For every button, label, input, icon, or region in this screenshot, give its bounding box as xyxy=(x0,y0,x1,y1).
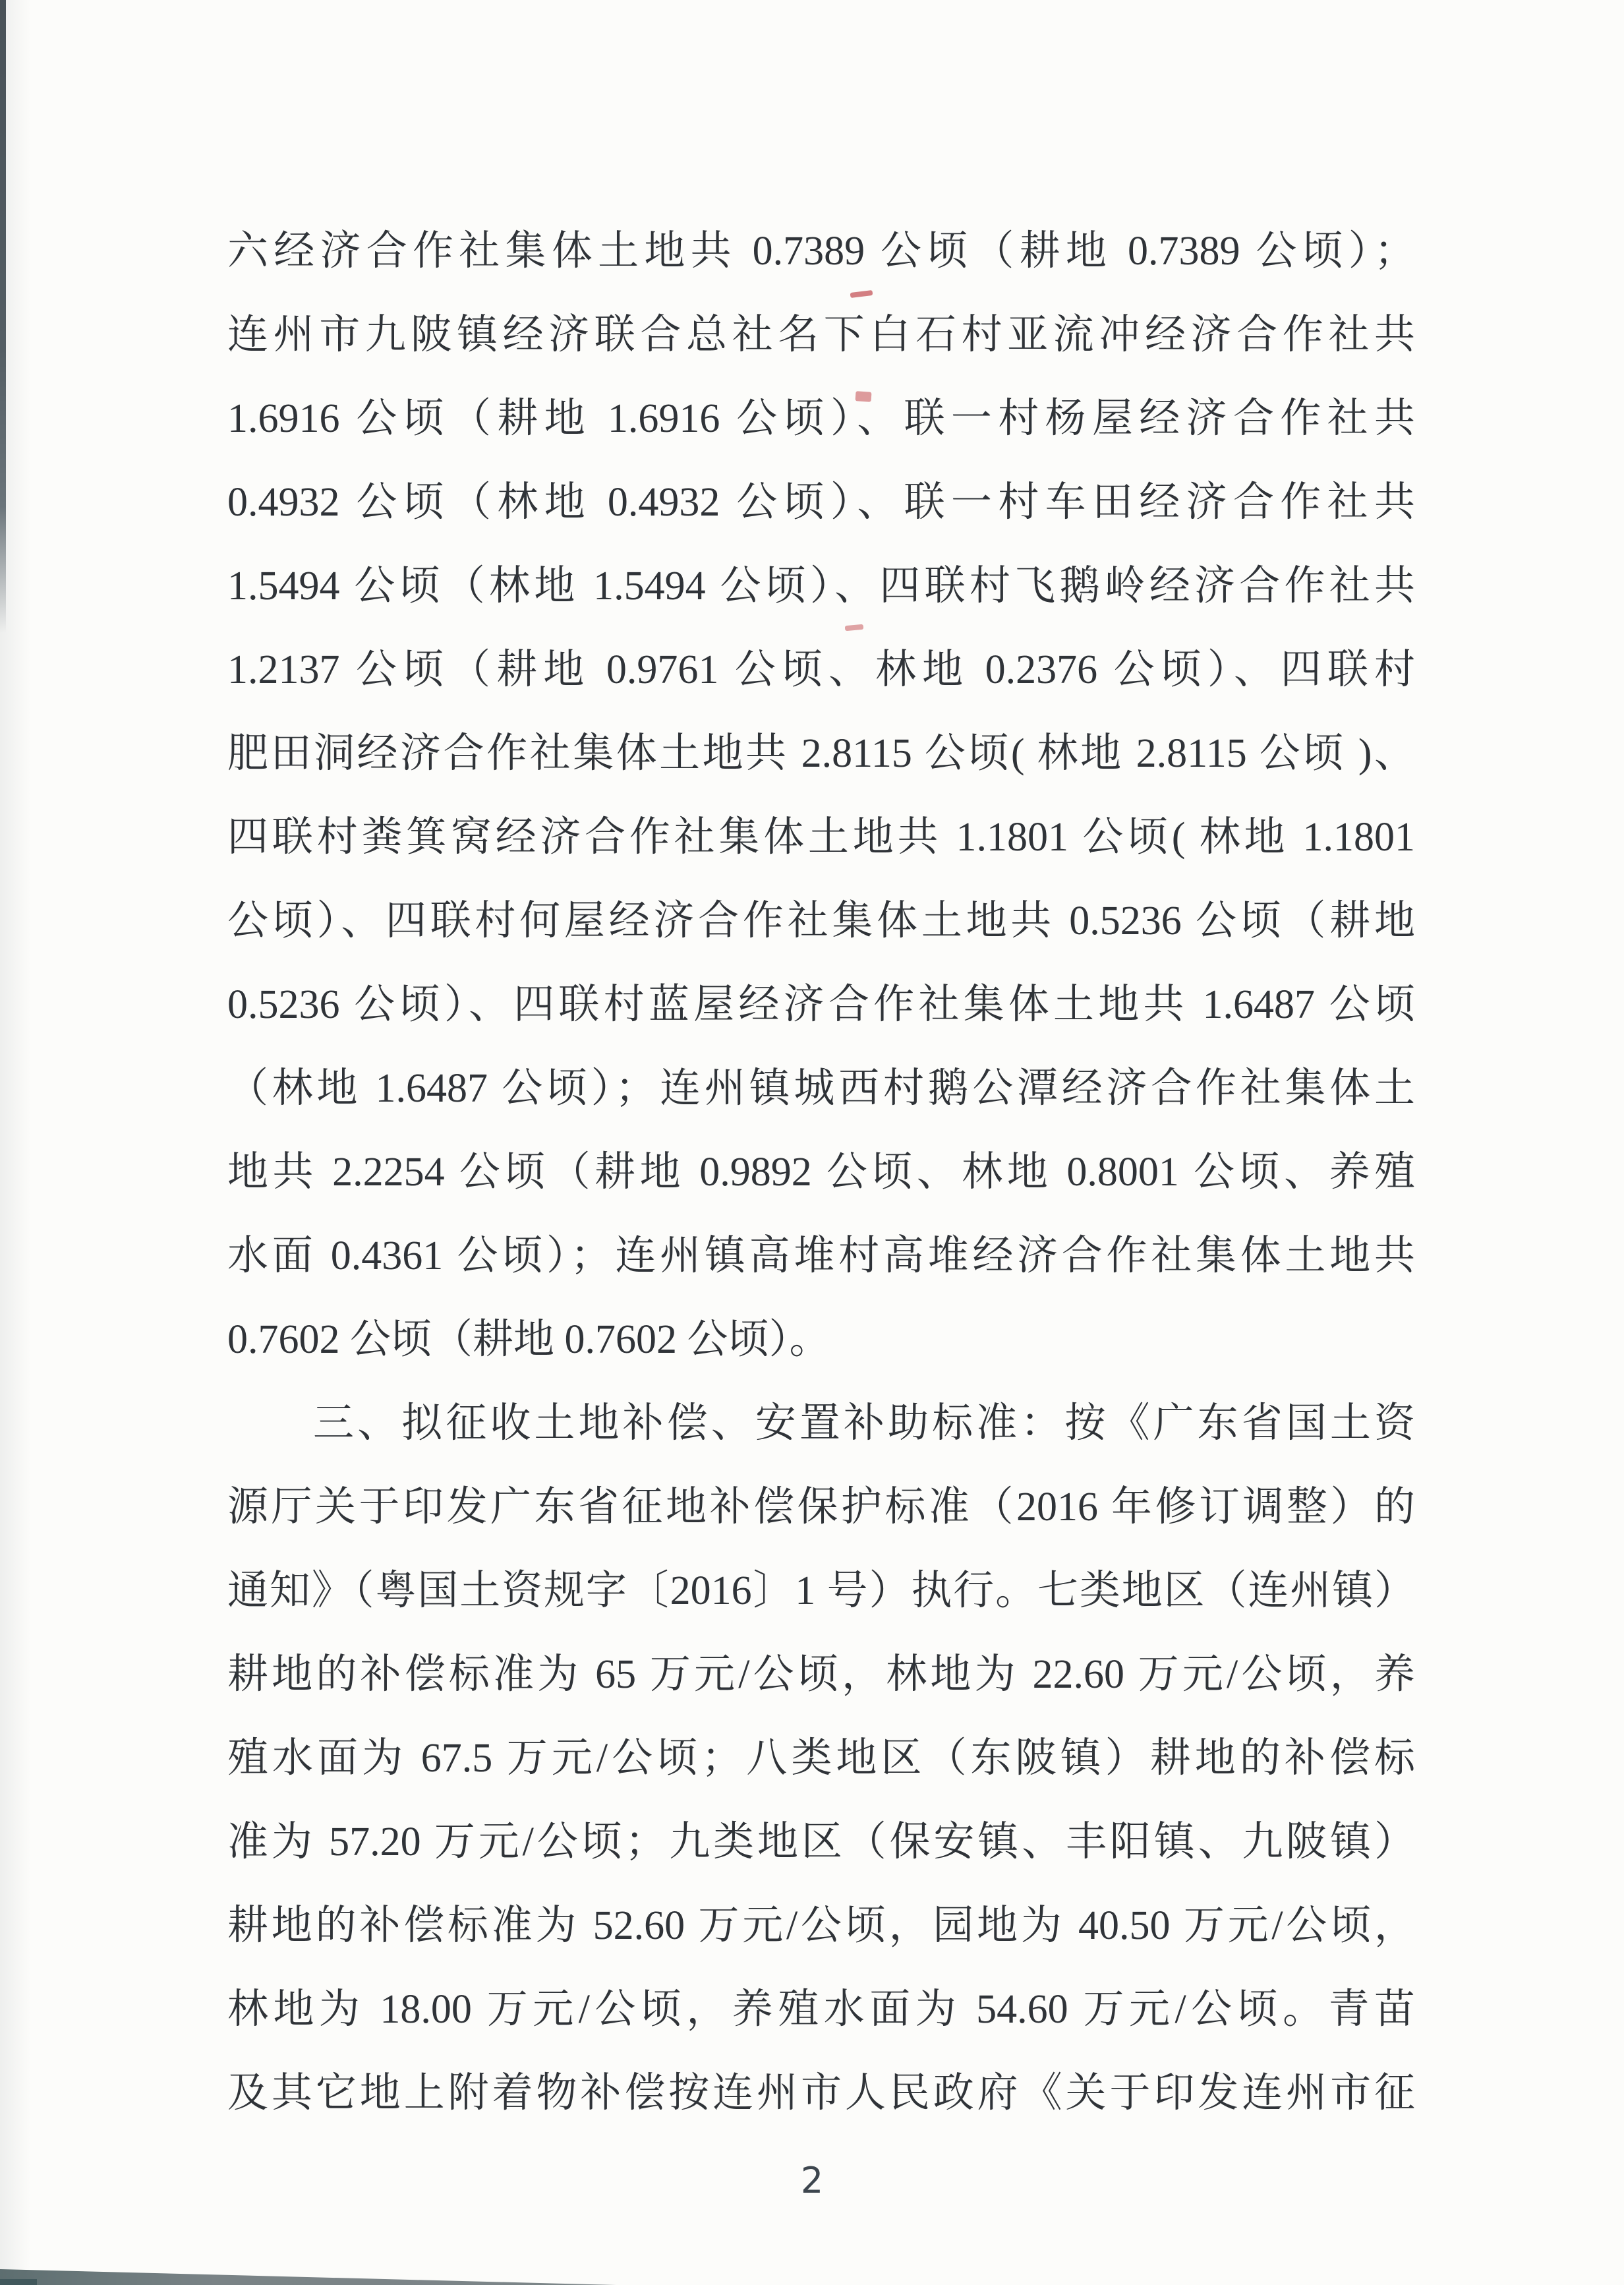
text-line: （林地 1.6487 公顷）；连州镇城西村鹅公潭经济合作社集体土 xyxy=(227,1066,1415,1111)
text-line: 0.7602 公顷（耕地 0.7602 公顷）。 xyxy=(227,1317,830,1362)
document-body xyxy=(227,210,1415,2135)
text-line: 耕地的补偿标准为 65 万元/公顷，林地为 22.60 万元/公顷，养 xyxy=(227,1652,1415,1697)
text-line: 肥田洞经济合作社集体土地共 2.8115 公顷( 林地 2.8115 公顷 )、 xyxy=(227,731,1415,776)
text-line: 1.2137 公顷（耕地 0.9761 公顷、林地 0.2376 公顷）、四联村 xyxy=(227,647,1415,692)
text-line: 通知》（粤国土资规字〔2016〕1 号）执行。七类地区（连州镇） xyxy=(227,1568,1415,1613)
page-number: 2 xyxy=(800,2160,824,2201)
text-line: 林地为 18.00 万元/公顷，养殖水面为 54.60 万元/公顷。青苗 xyxy=(227,1987,1415,2032)
text-line: 1.6916 公顷（耕地 1.6916 公顷）、联一村杨屋经济合作社共 xyxy=(227,396,1415,441)
text-line: 及其它地上附着物补偿按连州市人民政府《关于印发连州市征 xyxy=(227,2071,1415,2116)
text-line: 0.4932 公顷（林地 0.4932 公顷）、联一村车田经济合作社共 xyxy=(227,480,1415,525)
scan-corner-artifact xyxy=(0,2279,37,2285)
text-line: 六经济合作社集体土地共 0.7389 公顷（耕地 0.7389 公顷）； xyxy=(227,229,1415,274)
text-line: 源厅关于印发广东省征地补偿保护标准（2016 年修订调整）的 xyxy=(227,1485,1415,1529)
text-line: 三、拟征收土地补偿、安置补助标准：按《广东省国土资 xyxy=(313,1401,1415,1446)
text-line: 公顷）、四联村何屋经济合作社集体土地共 0.5236 公顷（耕地 xyxy=(227,899,1415,943)
text-line: 0.5236 公顷）、四联村蓝屋经济合作社集体土地共 1.6487 公顷 xyxy=(227,982,1415,1027)
text-line: 地共 2.2254 公顷（耕地 0.9892 公顷、林地 0.8001 公顷、养殖 xyxy=(227,1150,1415,1195)
scan-edge-artifact-left xyxy=(0,0,6,633)
scan-edge-artifact-bottom xyxy=(0,2269,616,2285)
text-line: 1.5494 公顷（林地 1.5494 公顷）、四联村飞鹅岭经济合作社共 xyxy=(227,564,1415,608)
text-line: 连州市九陂镇经济联合总社名下白石村亚流冲经济合作社共 xyxy=(227,312,1415,357)
text-line: 准为 57.20 万元/公顷；九类地区（保安镇、丰阳镇、九陂镇） xyxy=(227,1820,1415,1864)
text-line: 殖水面为 67.5 万元/公顷；八类地区（东陂镇）耕地的补偿标 xyxy=(227,1736,1415,1781)
text-line: 耕地的补偿标准为 52.60 万元/公顷，园地为 40.50 万元/公顷， xyxy=(227,1903,1415,1948)
text-line: 四联村粪箕窝经济合作社集体土地共 1.1801 公顷( 林地 1.1801 xyxy=(227,815,1415,860)
text-line: 水面 0.4361 公顷）；连州镇高堆村高堆经济合作社集体土地共 xyxy=(227,1233,1415,1278)
